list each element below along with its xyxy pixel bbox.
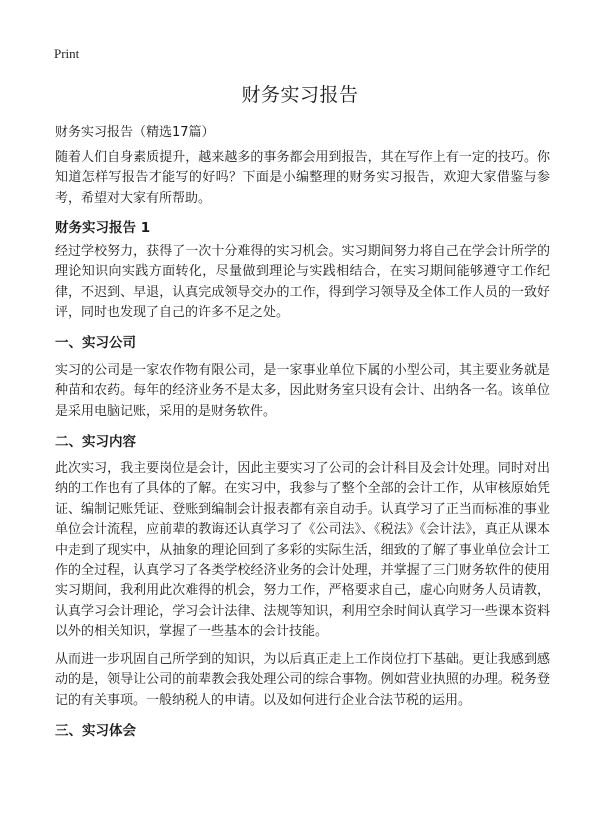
section-content-paragraph: 此次实习，我主要岗位是会计，因此主要实习了公司的会计科目及会计处理。同时对出纳的工作也有了具体的了解。在实习中，我参与了整个全部的会计工作，从审核原始凭证、编制记账凭证、登账到编制会计报表都有亲自动手。认真学习了正当而标准的事业单位会计流程，应前辈的教诲还认真学习了《公司法》、《税法》《会计法》，真正从课本中走到了现实中，从抽象的理论回到了多彩的实际生活，细致的了解了事业单位会计工作的全过程，认真学习了各类学校经济业务的会计处理，并掌握了三门财务软件的使用实习期间，我利用此次难得的机会，努力工作，严格要求自己，虚心向财务人员请教，认真学习会计理论，学习会计法律、法规等知识，利用空余时间认真学习一些课本资料以外的相关知识，掌握了一些基本的会计技能。 bbox=[55, 461, 550, 640]
section-company-paragraph: 实习的公司是一家农作物有限公司，是一家事业单位下属的小型公司，其主要业务就是种苗和农药。每年的经济业务不是太多，因此财务室只设有会计、出纳各一名。该单位是采用电脑记账，采用的是财务软件。 bbox=[55, 363, 550, 419]
report-heading: 财务实习报告 1 bbox=[55, 220, 151, 236]
section-heading-company: 一、实习公司 bbox=[55, 335, 136, 351]
page-title: 财务实习报告 bbox=[241, 84, 359, 106]
document-subtitle: 财务实习报告（精选17篇） bbox=[55, 125, 215, 140]
section-content-paragraph-2: 从而进一步巩固自己所学到的知识，为以后真正走上工作岗位打下基础。更让我感到感动的是，领导让公司的前辈教会我处理公司的综合事物。例如营业执照的办理。税务登记的有关事项。一般纳税人的申请。以及如何进行企业合法节税的运用。 bbox=[55, 652, 550, 708]
report-opening-paragraph: 经过学校努力，获得了一次十分难得的实习机会。实习期间努力将自己在学会计所学的理论知识向实践方面转化，尽量做到理论与实践相结合，在实习期间能够遵守工作纪律，不迟到、早退，认真完成领导交办的工作，得到学习领导及全体工作人员的一致好评，同时也发现了自己的许多不足之处。 bbox=[55, 244, 550, 321]
section-heading-experience: 三、实习体会 bbox=[55, 723, 136, 739]
intro-paragraph: 随着人们自身素质提升，越来越多的事务都会用到报告，其在写作上有一定的技巧。你知道怎样写报告才能写的好吗？下面是小编整理的财务实习报告，欢迎大家借鉴与参考，希望对大家有所帮助。 bbox=[55, 150, 550, 206]
print-link[interactable]: Print bbox=[54, 46, 80, 61]
section-heading-content: 二、实习内容 bbox=[55, 434, 136, 450]
